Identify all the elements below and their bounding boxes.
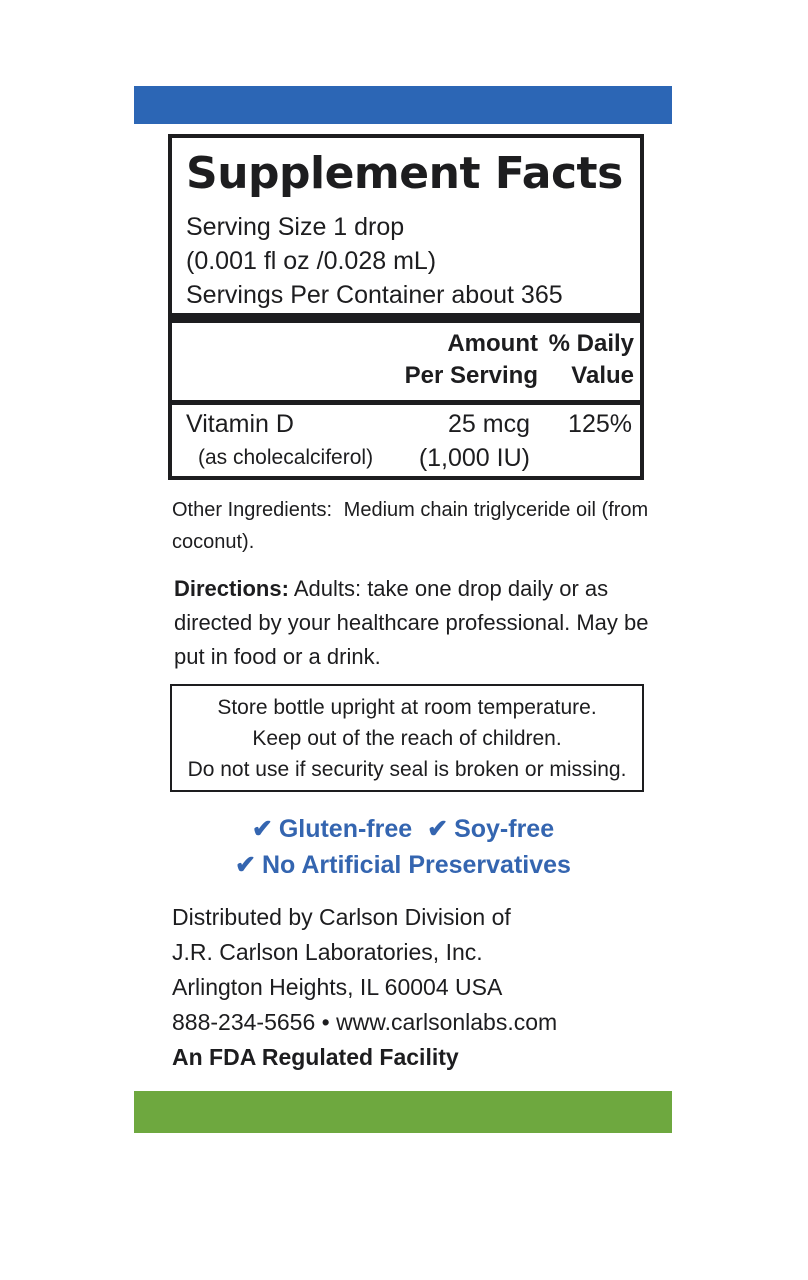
- storage-warning-box: [170, 684, 644, 792]
- facts-title: Supplement Facts: [186, 148, 623, 199]
- storage-line: Do not use if security seal is broken or missing.: [187, 758, 627, 781]
- storage-line: Store bottle upright at room temperature.: [217, 696, 597, 719]
- dv-header-line2: Value: [571, 362, 634, 389]
- supplement-label: [134, 86, 672, 1133]
- nutrient-amount-iu: (1,000 IU): [418, 444, 530, 472]
- serving-size: Serving Size 1 drop: [186, 213, 405, 241]
- distributor-line: J.R. Carlson Laboratories, Inc.: [172, 939, 483, 965]
- distributor-info: [172, 900, 557, 1040]
- distributor-contact: 888-234-5656 • www.carlsonlabs.com: [172, 1009, 558, 1035]
- serving-volume: (0.001 fl oz /0.028 mL): [186, 247, 437, 275]
- amount-header: [405, 328, 538, 392]
- other-ingredients: [172, 494, 652, 558]
- nutrient-name: Vitamin D: [186, 410, 294, 438]
- amount-header-line2: Per Serving: [404, 362, 538, 389]
- bottom-color-bar: [134, 1091, 672, 1133]
- top-color-bar: [134, 86, 672, 124]
- thick-divider: [172, 313, 640, 323]
- directions-text: Adults: take one drop daily or as directed by your healthcare professional. May be put in food or a drink.: [174, 576, 649, 669]
- directions: [174, 572, 664, 674]
- claim-no-preservatives: No Artificial Preservatives: [262, 851, 571, 879]
- other-ingredients-text: Medium chain triglyceride oil (from coconut).: [172, 499, 649, 553]
- servings-per-container: Servings Per Container about 365: [186, 281, 563, 309]
- claims-row-1: [134, 814, 672, 844]
- supplement-facts-panel: [168, 134, 644, 480]
- distributor-address: Arlington Heights, IL 60004 USA: [172, 974, 503, 1000]
- amount-header-line1: Amount: [447, 330, 538, 357]
- nutrient-daily-value: 125%: [568, 410, 632, 438]
- nutrient-form: (as cholecalciferol): [198, 446, 374, 469]
- other-ingredients-label: Other Ingredients:: [172, 499, 333, 521]
- nutrient-amount: 25 mcg: [448, 410, 530, 438]
- claim-gluten-free: Gluten-free: [278, 815, 413, 843]
- daily-value-header: [549, 328, 634, 392]
- claims-row-2: [134, 850, 672, 880]
- storage-line: Keep out of the reach of children.: [252, 727, 562, 750]
- check-icon: ✔: [427, 815, 449, 843]
- claim-soy-free: Soy-free: [454, 815, 555, 843]
- serving-info: [186, 210, 563, 312]
- check-icon: ✔: [251, 815, 273, 843]
- check-icon: ✔: [235, 851, 256, 879]
- directions-label: Directions:: [174, 576, 289, 601]
- fda-facility-statement: An FDA Regulated Facility: [172, 1044, 459, 1070]
- dv-header-line1: % Daily: [548, 330, 634, 357]
- distributor-line: Distributed by Carlson Division of: [172, 904, 511, 930]
- medium-divider: [172, 400, 640, 405]
